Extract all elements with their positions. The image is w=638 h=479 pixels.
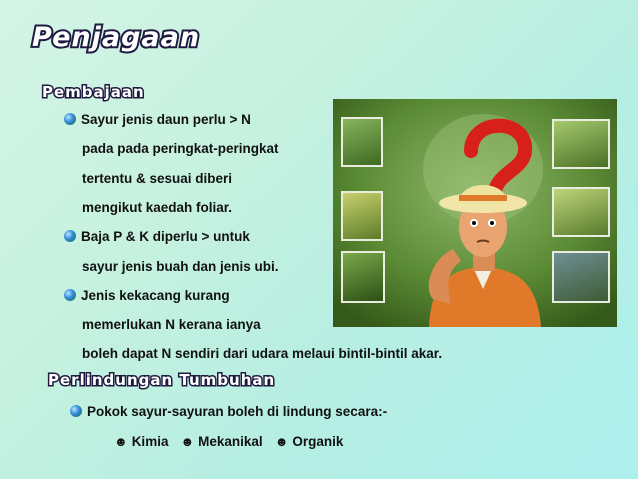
section-heading-pembajaan: Pembajaan xyxy=(42,83,145,101)
bullet-item xyxy=(64,229,250,244)
text-line: mengikut kaedah foliar. xyxy=(82,200,233,215)
text-line: memerlukan N kerana ianya xyxy=(82,317,261,332)
plant-photo xyxy=(341,191,383,241)
plant-photo xyxy=(552,251,610,303)
method-label: Kimia xyxy=(131,434,169,449)
bullet-icon xyxy=(70,405,82,417)
method-label: Organik xyxy=(292,434,344,449)
plant-photo xyxy=(552,119,610,169)
bullet-text: Sayur jenis daun perlu > N xyxy=(81,112,251,127)
plant-photo xyxy=(341,251,385,303)
bullet-icon xyxy=(64,289,76,301)
smiley-icon: ☻ xyxy=(114,434,128,449)
text-line: sayur jenis buah dan jenis ubi. xyxy=(82,259,279,274)
farmer-illustration xyxy=(333,99,617,327)
text-line: boleh dapat N sendiri dari udara melaui bintil-bintil akar. xyxy=(82,346,443,361)
text-line: tertentu & sesuai diberi xyxy=(82,171,233,186)
method-item xyxy=(180,434,262,449)
bullet-text: Pokok sayur-sayuran boleh di lindung secara:- xyxy=(87,404,388,419)
smiley-icon: ☻ xyxy=(274,434,289,449)
slide-title: Penjagaan xyxy=(32,22,201,53)
bullet-text: Baja P & K diperlu > untuk xyxy=(81,229,250,244)
plant-photo xyxy=(552,187,610,237)
bullet-item xyxy=(64,112,251,127)
method-item xyxy=(275,434,344,449)
text-line: pada pada peringkat-peringkat xyxy=(82,141,279,156)
section-heading-perlindungan: Perlindungan Tumbuhan xyxy=(48,371,276,389)
method-item xyxy=(114,434,168,449)
bullet-icon xyxy=(64,230,76,242)
smiley-icon: ☻ xyxy=(180,434,195,449)
bullet-icon xyxy=(64,113,76,125)
bullet-text: Jenis kekacang kurang xyxy=(81,288,230,303)
bullet-item xyxy=(70,404,387,419)
method-label: Mekanikal xyxy=(198,434,263,449)
bullet-item xyxy=(64,288,230,303)
plant-photo xyxy=(341,117,383,167)
method-list xyxy=(114,434,355,449)
